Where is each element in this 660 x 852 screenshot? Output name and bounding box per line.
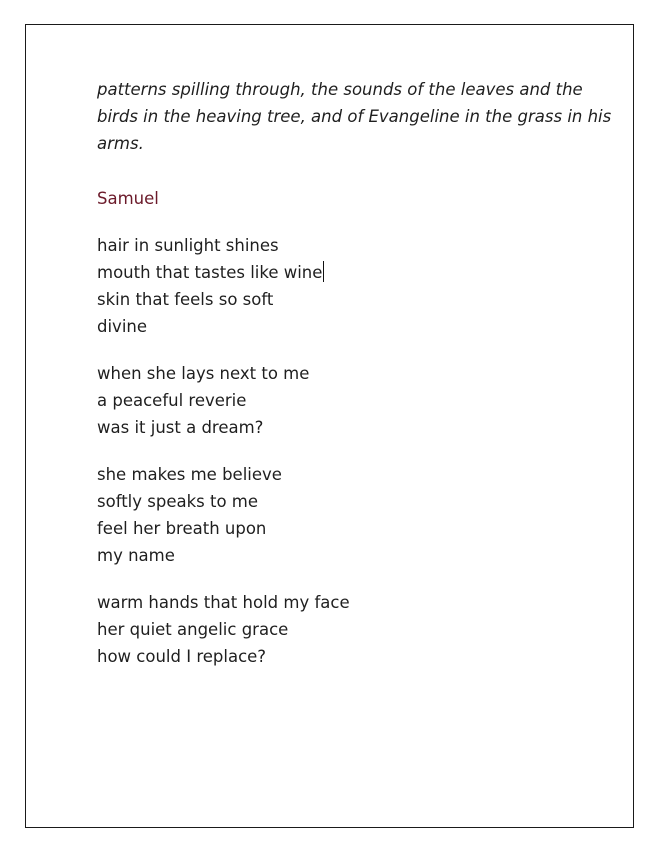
- poem-line: feel her breath upon: [97, 519, 267, 538]
- poem-line: a peaceful reverie: [97, 391, 247, 410]
- prose-paragraph: [97, 76, 612, 157]
- stanza: [97, 589, 577, 670]
- poem-line: hair in sunlight shines: [97, 236, 279, 255]
- poem-line-with-cursor: [97, 259, 577, 286]
- poem-line: was it just a dream?: [97, 418, 264, 437]
- stanza: [97, 461, 577, 569]
- prose-line: patterns spilling through, the sounds of the leaves and the: [97, 80, 583, 99]
- stanza: [97, 360, 577, 441]
- poem-line: her quiet angelic grace: [97, 620, 289, 639]
- document-page[interactable]: [25, 24, 634, 828]
- poem-line: when she lays next to me: [97, 364, 310, 383]
- speaker-heading: Samuel: [97, 189, 159, 208]
- poem-line: warm hands that hold my face: [97, 593, 350, 612]
- poem-line: softly speaks to me: [97, 492, 259, 511]
- poem-line: divine: [97, 317, 148, 336]
- text-cursor: [323, 261, 324, 282]
- poem-line: how could I replace?: [97, 647, 267, 666]
- prose-line: birds in the heaving tree, and of Evangeline in the grass in his: [97, 107, 612, 126]
- poem-line-text: mouth that tastes like wine: [97, 263, 323, 282]
- document-body[interactable]: [97, 76, 612, 690]
- poem-line: my name: [97, 546, 175, 565]
- poem-line: she makes me believe: [97, 465, 282, 484]
- stanza: [97, 232, 577, 340]
- prose-line: arms.: [97, 134, 144, 153]
- poem-line: skin that feels so soft: [97, 290, 274, 309]
